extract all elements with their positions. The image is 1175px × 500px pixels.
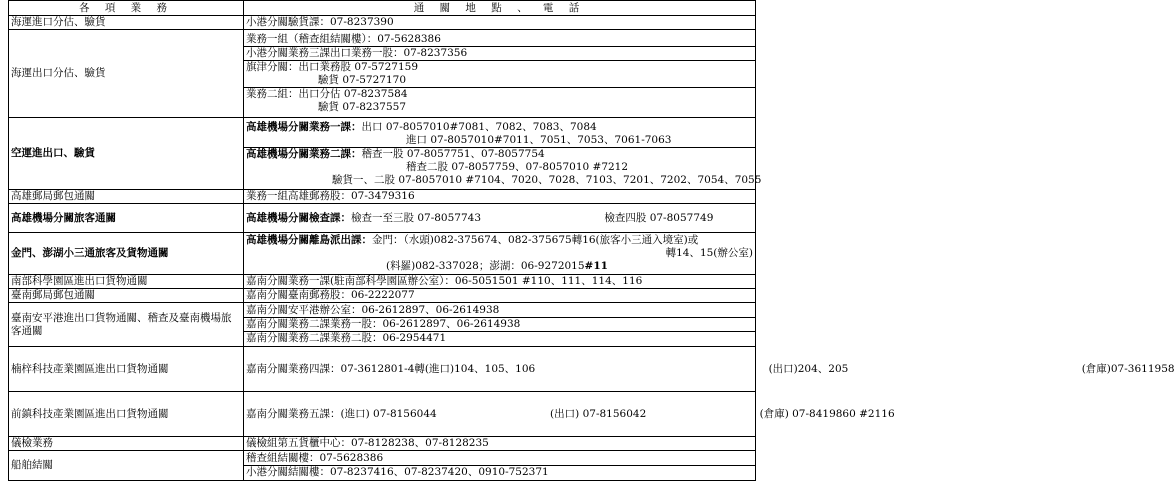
row-contact: 嘉南分關業務一課(駐南部科學園區辦公室）：06-5051501 #110、111、114、116 (244, 275, 756, 289)
row-category: 楠梓科技產業園區進出口貨物通關 (9, 347, 244, 392)
row-contact: 嘉南分關業務五課：(進口) 07-8156044 (出口) 07-8156042 (倉庫) 07-8419860 #2116 (244, 392, 756, 437)
row-contact: 嘉南分關業務四課：07-3612801-4轉(進口)104、105、106 (出口)204、205 (倉庫)07-3611958 (244, 347, 756, 392)
contact-line: 小港分關結關樓：07-8237416、07-8237420、0910-752371 (244, 465, 755, 479)
table-row (9, 392, 756, 437)
table-row (9, 437, 756, 451)
row-category: 金門、澎湖小三通旅客及貨物通關 (9, 233, 244, 275)
contact-line: 業務一組（稽查組結關樓）：07-5628386 (246, 33, 441, 45)
row-category: 臺南郵局郵包通關 (9, 289, 244, 303)
contact-line: 嘉南分關業務二課業務一股：06-2612897、06-2614938 (244, 317, 755, 331)
table-row (9, 347, 756, 392)
row-category: 南部科學園區進出口貨物通關 (9, 275, 244, 289)
table-row (9, 30, 756, 118)
row-category: 臺南安平港進出口貨物通關、稽查及臺南機場旅客通關 (9, 303, 244, 347)
table-row (9, 289, 756, 303)
row-category: 船舶結關 (9, 451, 244, 481)
row-contact: 小港分關驗貨課：07-8237390 (244, 16, 756, 30)
row-contact (244, 451, 756, 481)
row-category: 高雄機場分關旅客通關 (9, 204, 244, 233)
contact-line: 稽查組結關樓：07-5628386 (246, 452, 384, 464)
contact-line: 小港分關業務三課出口業務一股：07-8237356 (244, 46, 755, 60)
table-row (9, 204, 756, 233)
row-category: 前鎮科技產業園區進出口貨物通關 (9, 392, 244, 437)
table-row (9, 16, 756, 30)
row-contact: 儀檢組第五貨櫃中心：07-8128238、07-8128235 (244, 437, 756, 451)
table-row (9, 233, 756, 275)
customs-contact-table-wrapper (8, 0, 1175, 481)
row-contact: 嘉南分關臺南郵務股：06-2222077 (244, 289, 756, 303)
row-contact (244, 303, 756, 347)
header-location-phone: 通 關 地 點 、 電 話 (244, 1, 756, 16)
row-contact: 業務一組高雄郵務股：07-3479316 (244, 190, 756, 204)
contact-line: 高雄機場分關業務二課：稽查一股 07-8057751、07-8057754 稽查二股 07-8057759、07-8057010 #7212 驗貨一、二股 07-8057010 #7104、7020、7028、7103、7201、7202、7054、7055 (246, 147, 762, 186)
table-header-row (9, 1, 756, 16)
row-category: 高雄郵局郵包通關 (9, 190, 244, 204)
contact-line: 嘉南分關安平港辦公室：06-2612897、06-2614938 (246, 304, 500, 316)
contact-line: 高雄機場分關業務一課：出口 07-8057010#7081、7082、7083、7084 進口 07-8057010#7011、7051、7053、7061-7063 (246, 120, 672, 146)
customs-contact-table (8, 0, 1175, 481)
row-category: 空運進出口、驗貨 (9, 118, 244, 190)
contact-line: 嘉南分關業務二課業務二股：06-2954471 (244, 331, 755, 345)
header-business-items: 各 項 業 務 (9, 1, 244, 16)
table-row (9, 118, 756, 190)
contact-line: 業務二組：出口分估 07-8237584 驗貨 07-8237557 (244, 87, 755, 114)
contact-line: 旗津分關：出口業務股 07-5727159 驗貨 07-5727170 (244, 60, 755, 87)
table-row (9, 190, 756, 204)
row-contact (244, 118, 762, 190)
row-contact: 高雄機場分關離島派出課：金門：（水頭)082-375674、082-375675轉16(旅客小三通入境室)或 轉14、15(辦公室) (料羅)082-337028；澎湖：06-9272015#11 (244, 233, 756, 275)
row-category: 海運進口分估、驗貨 (9, 16, 244, 30)
row-category: 海運出口分估、驗貨 (9, 30, 244, 118)
row-contact (244, 30, 756, 118)
table-row (9, 275, 756, 289)
row-contact: 高雄機場分關檢查課：檢查一至三股 07-8057743 檢查四股 07-8057749 (244, 204, 756, 233)
table-row (9, 303, 756, 347)
row-category: 儀檢業務 (9, 437, 244, 451)
table-row (9, 451, 756, 481)
